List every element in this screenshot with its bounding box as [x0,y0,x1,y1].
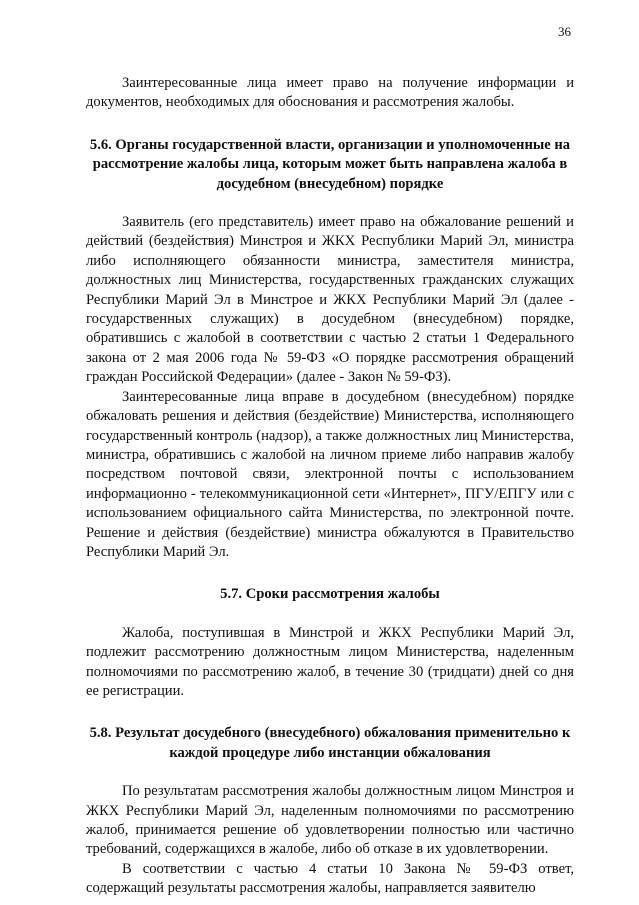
paragraph-interested-parties-appeal: Заинтересованные лица вправе в досудебном (внесудебном) порядке обжаловать решения и действия (бездействие) Министерства, исполняющего государственный контроль (надзор), а также должностных лиц Министерства, министра, обратившись с жалобой на личном приеме либо направив жалобу посредством почтовой связи, электронной почты с использованием информационно - телекоммуникационной сети «Интернет», ПГУ/ЕПГУ или с использованием официального сайта Министерства, по электронной почте. Решение и действия (бездействие) министра обжалуются в Правительство Республики Марий Эл. [86,388,574,560]
page-number: 36 [558,24,571,39]
paragraph-complaint-terms: Жалоба, поступившая в Минстрой и ЖКХ Республики Марий Эл, подлежит рассмотрению должностным лицом Министерства, наделенным полномочиями по рассмотрению жалоб, в течение 30 (тридцати) дней со дня ее регистрации. [86,624,574,699]
section-heading-5-6: 5.6. Органы государственной власти, организации и уполномоченные на рассмотрение жалобы лица, которым может быть направлена жалоба в досудебном (внесудебном) порядке [89,136,571,192]
section-heading-5-8: 5.8. Результат досудебного (внесудебного) обжалования применительно к каждой процедуре либо инстанции обжалования [89,725,571,761]
document-body [86,74,574,899]
paragraph-response-sent: В соответствии с частью 4 статьи 10 Закона № 59-ФЗ ответ, содержащий результаты рассмотрения жалобы, направляется заявителю [86,860,574,897]
paragraph-applicant-rights: Заявитель (его представитель) имеет право на обжалование решений и действий (бездействия) Минстроя и ЖКХ Республики Марий Эл, министра либо исполняющего обязанности министра, заместителя министра, должностных лиц Министерства, государственных гражданских служащих Республики Марий Эл в Минстрое и ЖКХ Республики Марий Эл (далее - государственных служащих) в досудебном (внесудебном) порядке, обратившись с жалобой в соответствии с частью 2 статьи 1 Федерального закона от 2 мая 2006 года № 59-ФЗ «О порядке рассмотрения обращений граждан Российской Федерации» (далее - Закон № 59-ФЗ). [86,214,574,386]
paragraph-interested-parties-info: Заинтересованные лица имеет право на получение информации и документов, необходимых для обоснования и рассмотрения жалобы. [86,75,574,111]
paragraph-complaint-result: По результатам рассмотрения жалобы должностным лицом Минстроя и ЖКХ Республики Марий Эл, наделенным полномочиями по рассмотрению жалоб, принимается решение об удовлетворении полностью или частично требований, содержащихся в жалобе, либо об отказе в их удовлетворении. [86,783,574,858]
section-heading-5-7: 5.7. Сроки рассмотрения жалобы [220,586,440,603]
